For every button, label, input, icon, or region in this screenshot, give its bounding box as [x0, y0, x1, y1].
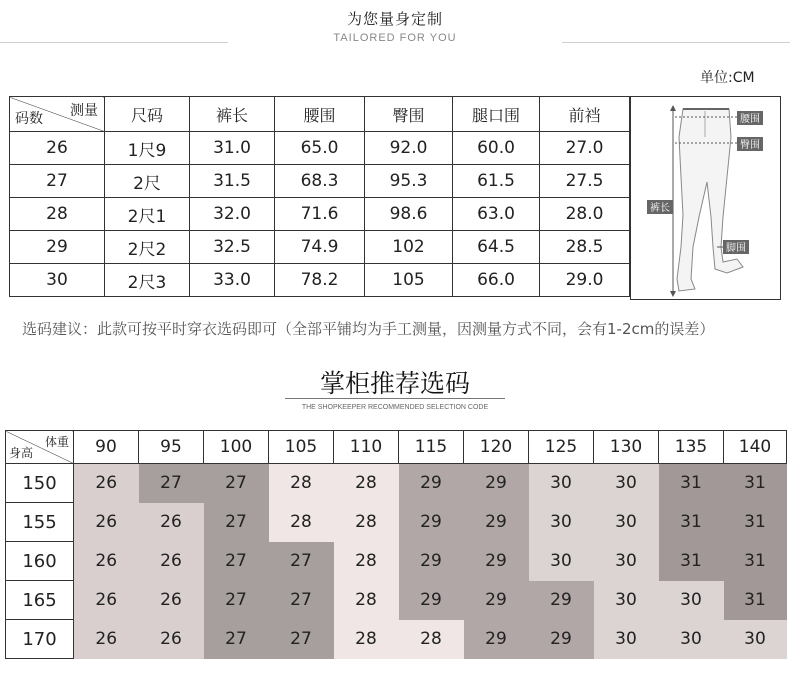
table-cell: 31.5	[190, 165, 275, 198]
size-cell: 26	[139, 542, 204, 581]
table-row	[10, 198, 630, 231]
table-cell: 33.0	[190, 264, 275, 297]
size-cell: 28	[334, 542, 399, 581]
rec-table-corner	[6, 431, 74, 464]
hip-tag-label: 臀围	[740, 140, 760, 151]
corner-label-size: 码数	[15, 111, 43, 127]
weight-header: 115	[399, 431, 464, 464]
size-cell: 26	[139, 620, 204, 659]
table-cell: 27.0	[540, 132, 630, 165]
height-header: 160	[6, 542, 74, 581]
size-cell: 29	[399, 503, 464, 542]
size-cell: 28	[334, 581, 399, 620]
size-cell: 30	[724, 620, 787, 659]
size-cell: 28	[399, 620, 464, 659]
size-cell: 29	[464, 581, 529, 620]
table-cell: 2尺	[105, 165, 190, 198]
height-header: 155	[6, 503, 74, 542]
column-header: 裤长	[190, 97, 275, 132]
size-cell: 29	[529, 620, 594, 659]
table-cell: 64.5	[453, 231, 540, 264]
height-header: 170	[6, 620, 74, 659]
size-chart-table	[9, 96, 630, 297]
recommend-title: 掌柜推荐选码	[319, 369, 470, 398]
title-divider-right	[562, 42, 790, 43]
size-cell: 28	[269, 464, 334, 503]
waist-tag-label: 腰围	[740, 114, 760, 125]
table-cell: 28.0	[540, 198, 630, 231]
size-cell: 30	[659, 581, 724, 620]
size-cell: 27	[204, 503, 269, 542]
size-cell: 31	[724, 464, 787, 503]
table-cell: 31.0	[190, 132, 275, 165]
table-row	[6, 503, 787, 542]
weight-header: 100	[204, 431, 269, 464]
size-advice-text: 选码建议：此款可按平时穿衣选码即可（全部平铺均为手工测量，因测量方式不同，会有1-2cm的误差）	[22, 320, 715, 338]
table-cell: 65.0	[275, 132, 365, 165]
weight-header: 125	[529, 431, 594, 464]
column-header: 前裆	[540, 97, 630, 132]
table-cell: 1尺9	[105, 132, 190, 165]
height-header: 165	[6, 581, 74, 620]
weight-header: 105	[269, 431, 334, 464]
page-subtitle: TAILORED FOR YOU	[333, 32, 457, 44]
title-divider-left	[0, 42, 228, 43]
table-row	[6, 464, 787, 503]
size-cell: 26	[74, 620, 139, 659]
size-cell: 27	[204, 464, 269, 503]
size-cell: 30	[10, 264, 105, 297]
pants-figure-illustration	[631, 97, 780, 299]
size-cell: 27	[139, 464, 204, 503]
unit-label: 单位:CM	[700, 70, 755, 86]
table-cell: 28.5	[540, 231, 630, 264]
table-row	[10, 165, 630, 198]
size-cell: 29	[464, 503, 529, 542]
size-cell: 29	[399, 581, 464, 620]
size-cell: 26	[74, 542, 139, 581]
size-cell: 31	[724, 503, 787, 542]
size-cell: 27	[269, 581, 334, 620]
size-cell: 31	[724, 581, 787, 620]
size-table-header-row	[10, 97, 630, 132]
table-cell: 92.0	[365, 132, 453, 165]
column-header: 尺码	[105, 97, 190, 132]
size-cell: 28	[334, 620, 399, 659]
table-cell: 102	[365, 231, 453, 264]
size-cell: 31	[659, 503, 724, 542]
corner-label-measure: 测量	[70, 103, 98, 119]
page-title: 为您量身定制	[346, 10, 443, 28]
size-cell: 27	[269, 542, 334, 581]
size-cell: 26	[139, 581, 204, 620]
size-cell: 27	[204, 620, 269, 659]
table-cell: 105	[365, 264, 453, 297]
size-cell: 29	[529, 581, 594, 620]
table-cell: 60.0	[453, 132, 540, 165]
size-cell: 27	[204, 581, 269, 620]
size-table-corner	[10, 97, 105, 132]
size-cell: 30	[594, 581, 659, 620]
size-cell: 30	[659, 620, 724, 659]
size-cell: 31	[659, 464, 724, 503]
table-cell: 68.3	[275, 165, 365, 198]
size-cell: 29	[464, 620, 529, 659]
size-cell: 29	[464, 464, 529, 503]
weight-header: 110	[334, 431, 399, 464]
table-row	[10, 231, 630, 264]
table-cell: 2尺2	[105, 231, 190, 264]
table-cell: 2尺3	[105, 264, 190, 297]
weight-header: 90	[74, 431, 139, 464]
size-cell: 27	[269, 620, 334, 659]
weight-header: 120	[464, 431, 529, 464]
size-cell: 28	[269, 503, 334, 542]
page-header	[0, 8, 790, 44]
weight-header: 130	[594, 431, 659, 464]
table-row	[6, 542, 787, 581]
size-cell: 29	[399, 464, 464, 503]
table-cell: 66.0	[453, 264, 540, 297]
size-cell: 26	[74, 581, 139, 620]
size-cell: 29	[399, 542, 464, 581]
corner-label-weight: 体重	[44, 435, 69, 449]
table-cell: 32.5	[190, 231, 275, 264]
recommend-divider	[285, 398, 505, 399]
size-cell: 26	[74, 503, 139, 542]
size-cell: 30	[594, 503, 659, 542]
length-tag-label: 裤长	[650, 203, 670, 214]
size-cell: 31	[659, 542, 724, 581]
size-cell: 31	[724, 542, 787, 581]
column-header: 腰围	[275, 97, 365, 132]
size-cell: 27	[10, 165, 105, 198]
column-header: 腿口围	[453, 97, 540, 132]
recommended-size-table	[5, 430, 787, 659]
column-header: 臀围	[365, 97, 453, 132]
size-cell: 27	[204, 542, 269, 581]
size-cell: 28	[334, 503, 399, 542]
size-cell: 26	[10, 132, 105, 165]
size-cell: 30	[529, 464, 594, 503]
size-cell: 26	[139, 503, 204, 542]
table-row	[10, 264, 630, 297]
table-cell: 32.0	[190, 198, 275, 231]
table-row	[6, 581, 787, 620]
pants-measurement-diagram	[630, 96, 781, 300]
table-cell: 2尺1	[105, 198, 190, 231]
size-cell: 29	[10, 231, 105, 264]
table-row	[10, 132, 630, 165]
weight-header: 135	[659, 431, 724, 464]
table-cell: 63.0	[453, 198, 540, 231]
size-cell: 30	[594, 464, 659, 503]
table-cell: 27.5	[540, 165, 630, 198]
size-cell: 28	[334, 464, 399, 503]
table-cell: 74.9	[275, 231, 365, 264]
table-cell: 71.6	[275, 198, 365, 231]
weight-header: 95	[139, 431, 204, 464]
size-cell: 30	[529, 503, 594, 542]
table-cell: 61.5	[453, 165, 540, 198]
size-cell: 28	[10, 198, 105, 231]
size-cell: 26	[74, 464, 139, 503]
table-cell: 29.0	[540, 264, 630, 297]
table-cell: 78.2	[275, 264, 365, 297]
table-row	[6, 620, 787, 659]
recommend-subtitle: THE SHOPKEEPER RECOMMENDED SELECTION CODE	[301, 404, 489, 411]
size-cell: 29	[464, 542, 529, 581]
size-cell: 30	[594, 620, 659, 659]
hem-tag-label: 脚围	[726, 243, 746, 254]
weight-header-row	[6, 431, 787, 464]
size-cell: 30	[529, 542, 594, 581]
size-cell: 30	[594, 542, 659, 581]
corner-label-height: 身高	[9, 446, 34, 460]
weight-header: 140	[724, 431, 787, 464]
table-cell: 95.3	[365, 165, 453, 198]
height-header: 150	[6, 464, 74, 503]
table-cell: 98.6	[365, 198, 453, 231]
